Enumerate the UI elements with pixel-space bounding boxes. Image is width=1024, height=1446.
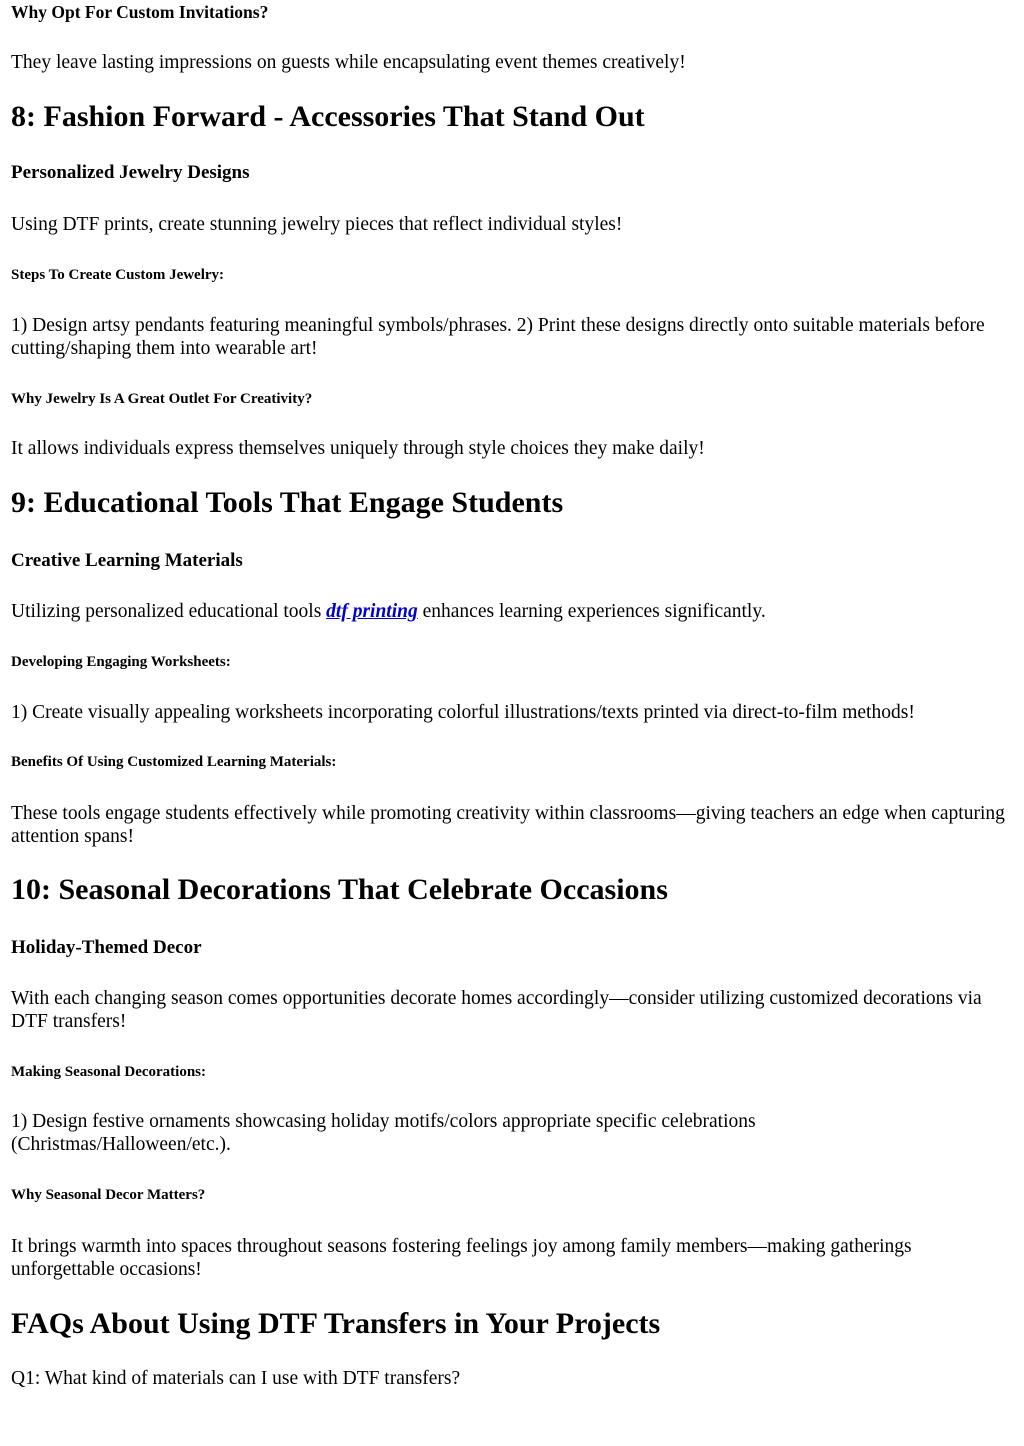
paragraph-worksheets: 1) Create visually appealing worksheets incorporating colorful illustrations/texts printed via direct-to-film methods! — [11, 702, 915, 723]
dtf-printing-link[interactable]: dtf printing — [326, 601, 418, 622]
heading-why-seasonal-decor: Why Seasonal Decor Matters? — [11, 1187, 206, 1203]
heading-why-jewelry-creativity: Why Jewelry Is A Great Outlet For Creativity? — [11, 391, 313, 407]
heading-steps-custom-jewelry: Steps To Create Custom Jewelry: — [11, 267, 225, 283]
paragraph-learning-benefits: These tools engage students effectively while promoting creativity within classrooms—giving teachers an edge when capturing attention spans! — [11, 803, 1005, 847]
section-heading-faqs: FAQs About Using DTF Transfers in Your Projects — [11, 1307, 661, 1340]
subheading-creative-learning: Creative Learning Materials — [11, 550, 243, 571]
section-heading-educational-tools: 9: Educational Tools That Engage Students — [11, 486, 564, 519]
paragraph-invitations: They leave lasting impressions on guests while encapsulating event themes creatively! — [11, 52, 686, 73]
paragraph-learning-tools — [11, 600, 766, 623]
subheading-holiday-decor: Holiday-Themed Decor — [11, 937, 202, 958]
faq-question-1: Q1: What kind of materials can I use with DTF transfers? — [11, 1368, 461, 1389]
heading-benefits-learning-materials: Benefits Of Using Customized Learning Materials: — [11, 754, 337, 770]
section-heading-seasonal-decorations: 10: Seasonal Decorations That Celebrate Occasions — [11, 873, 668, 906]
paragraph-jewelry-creativity: It allows individuals express themselves uniquely through style choices they make daily! — [11, 438, 705, 459]
subheading-personalized-jewelry: Personalized Jewelry Designs — [11, 162, 250, 183]
paragraph-holiday-decor: With each changing season comes opportunities decorate homes accordingly—consider utilizing customized decorations via DTF transfers! — [11, 988, 982, 1032]
paragraph-jewelry-steps: 1) Design artsy pendants featuring meaningful symbols/phrases. 2) Print these designs directly onto suitable materials before cutting/shaping them into wearable art! — [11, 315, 985, 359]
heading-why-custom-invitations: Why Opt For Custom Invitations? — [11, 2, 269, 22]
paragraph-seasonal-decor-matters: It brings warmth into spaces throughout seasons fostering feelings joy among family members—making gatherings unforgettable occasions! — [11, 1236, 912, 1280]
paragraph-text-before-link: Utilizing personalized educational tools — [11, 601, 327, 622]
section-heading-fashion-forward: 8: Fashion Forward - Accessories That Stand Out — [11, 100, 645, 133]
paragraph-text-after-link: enhances learning experiences significantly. — [417, 601, 766, 622]
paragraph-seasonal-steps: 1) Design festive ornaments showcasing holiday motifs/colors appropriate specific celebrations (Christmas/Halloween/etc.). — [11, 1111, 756, 1155]
heading-making-seasonal-decorations: Making Seasonal Decorations: — [11, 1064, 206, 1080]
paragraph-jewelry-intro: Using DTF prints, create stunning jewelry pieces that reflect individual styles! — [11, 214, 623, 235]
heading-engaging-worksheets: Developing Engaging Worksheets: — [11, 654, 231, 670]
